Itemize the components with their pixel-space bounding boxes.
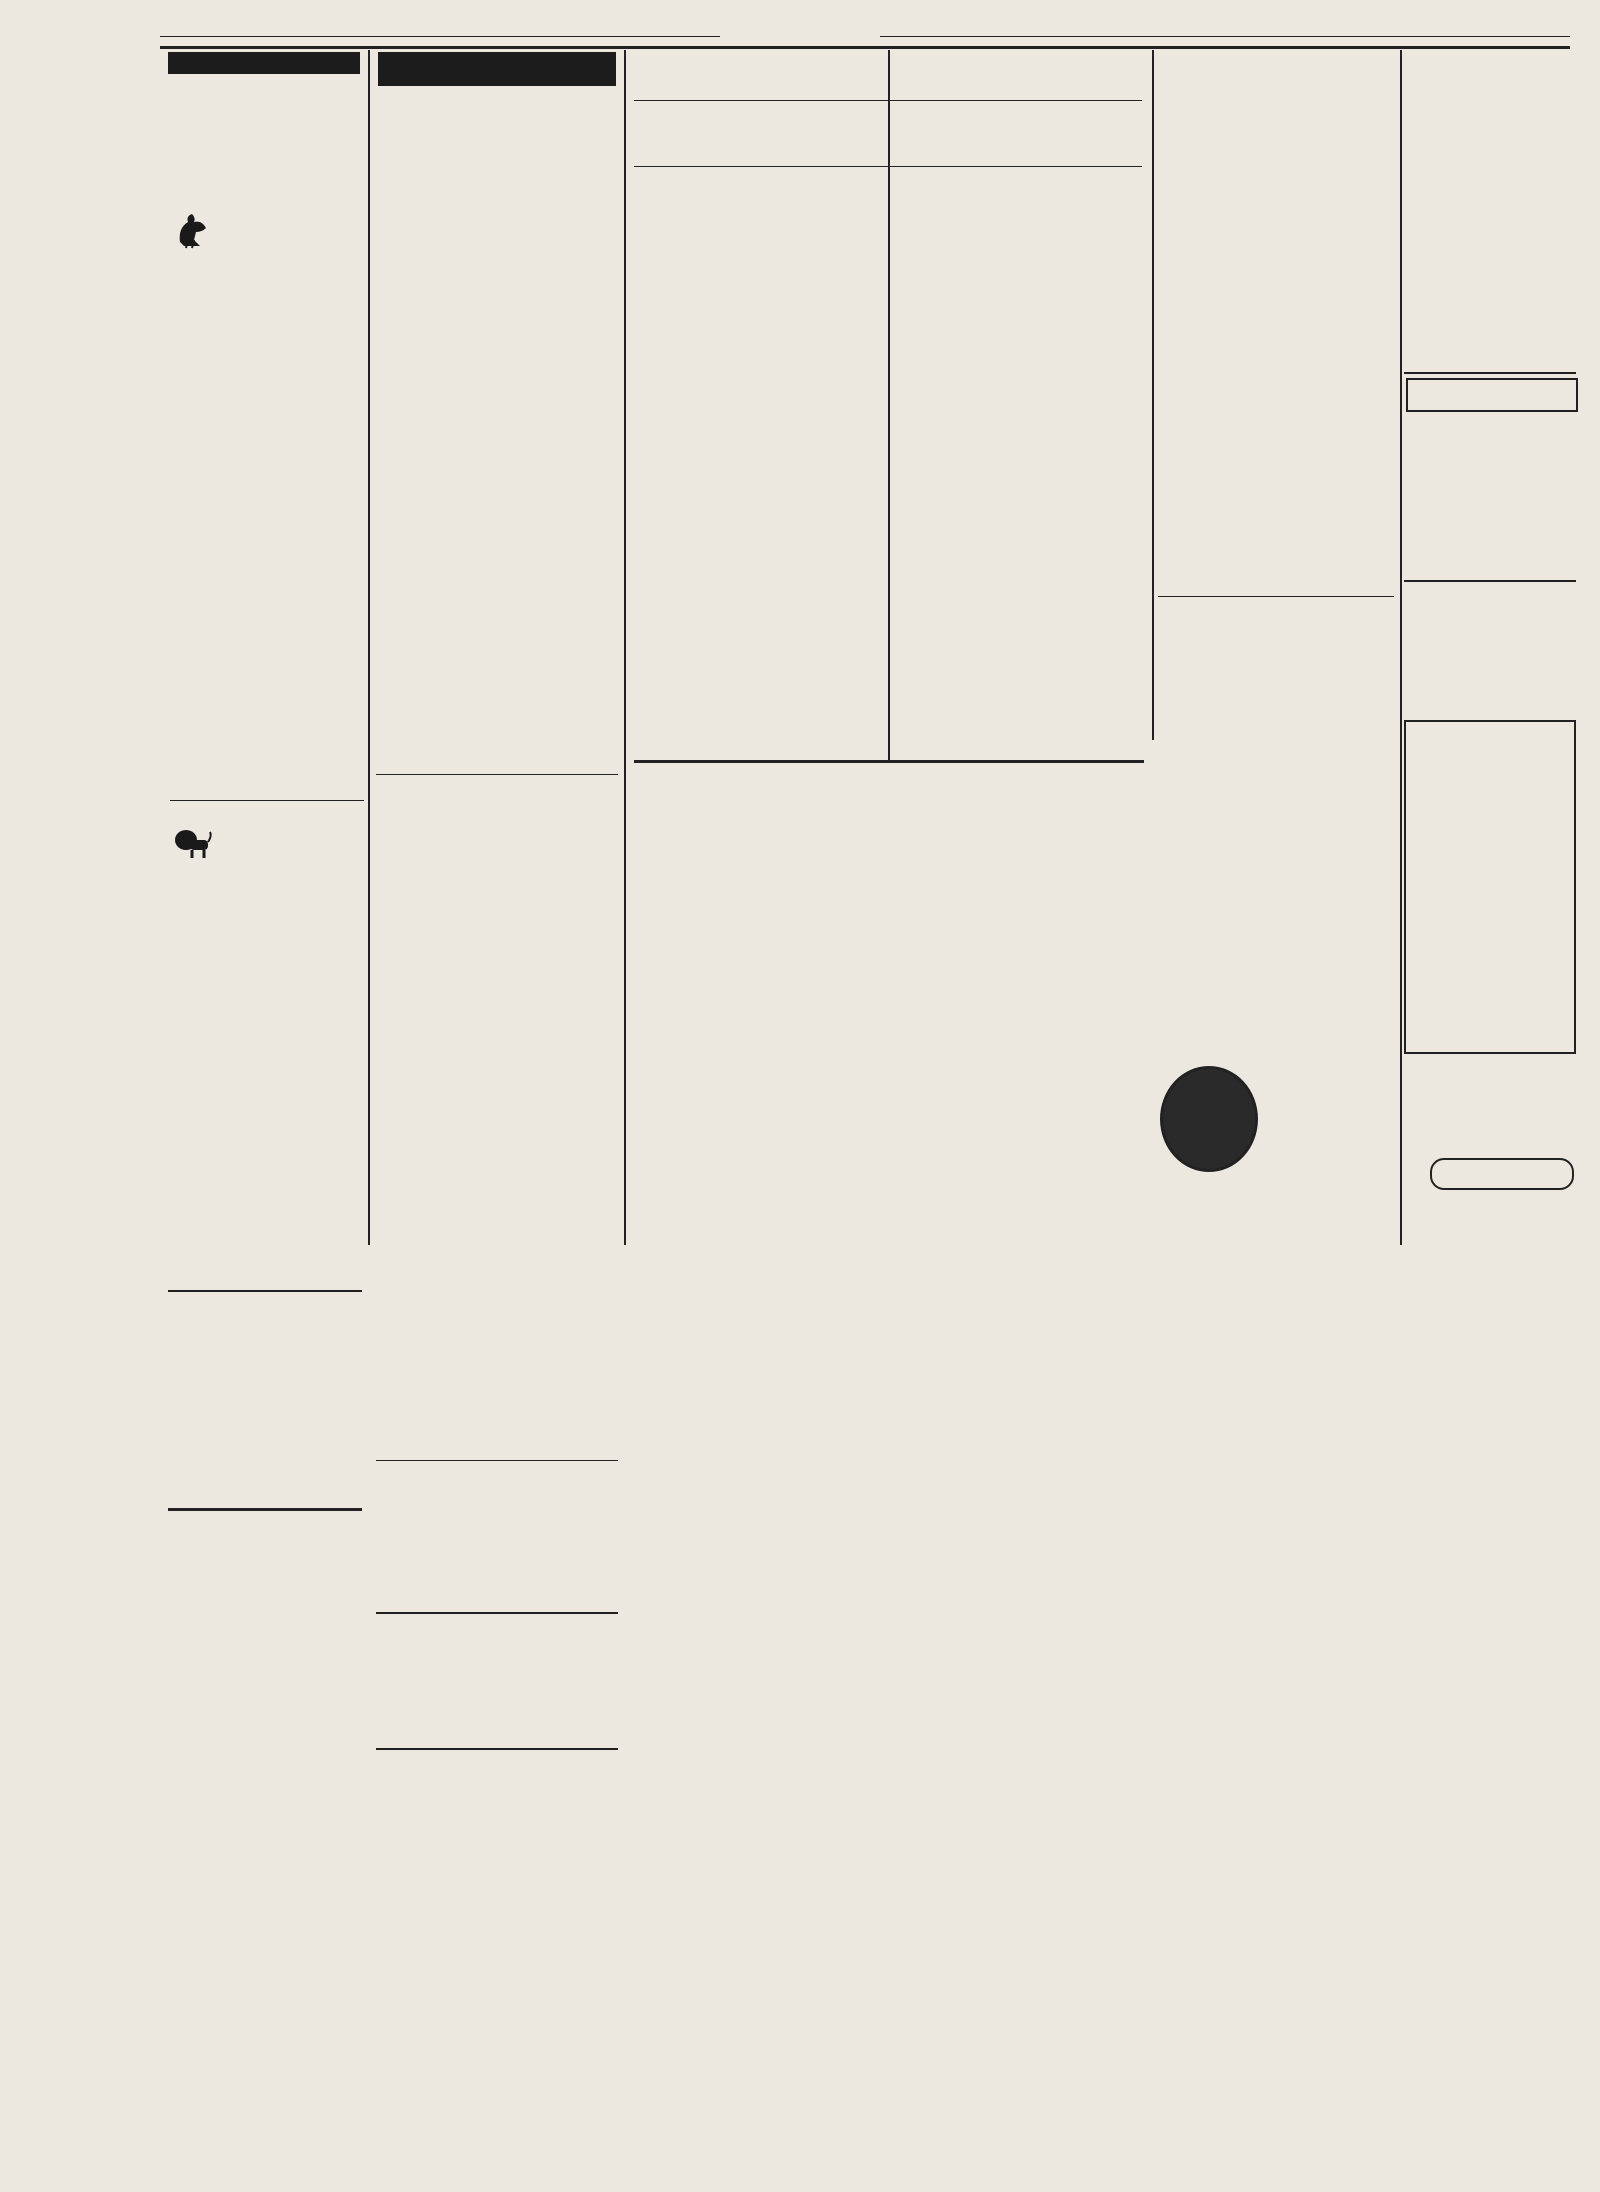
pharmacy-address <box>1406 1028 1574 1046</box>
ad-label <box>1408 52 1574 68</box>
syphilis-ad-doctor <box>1406 258 1574 282</box>
pharmacy-ad-product <box>1406 746 1574 786</box>
summary-signature <box>1160 542 1392 574</box>
summary-text <box>1160 614 1392 652</box>
serial-rule <box>634 166 1142 167</box>
school-ad-top <box>634 766 1144 790</box>
news-title <box>170 82 360 148</box>
column-divider <box>624 50 626 1245</box>
pharmacy-ad-product-type <box>1406 786 1574 804</box>
doctor-ad-text <box>172 1368 360 1496</box>
story-heading <box>214 212 360 246</box>
story-separator <box>170 800 364 801</box>
summary-signature <box>380 1392 616 1424</box>
wanted-ad-text <box>172 1576 362 1791</box>
pharmacy-ad-rate <box>1406 894 1574 912</box>
ad-separator <box>1404 372 1576 374</box>
summary-text <box>380 808 616 1388</box>
notice-signature <box>380 1590 616 1608</box>
story-text <box>172 826 362 1276</box>
school-ad-address <box>634 902 1144 920</box>
singer-logo <box>1256 1062 1576 1158</box>
section-separator <box>376 1748 618 1750</box>
summary-text-continued <box>1160 654 1392 744</box>
mikra-items <box>380 150 616 770</box>
singer-medallion <box>1160 1066 1258 1172</box>
cure-ad-title <box>1406 378 1578 412</box>
serial-title <box>634 104 1142 164</box>
section-separator <box>1158 596 1394 597</box>
pharmacy-name <box>1406 990 1574 1006</box>
mikra-title <box>378 52 616 86</box>
doctor-ad <box>168 1290 362 1502</box>
school-ad-name <box>634 822 1144 878</box>
pharmacy-ad-success <box>1406 726 1574 746</box>
singer-ad-box <box>1160 1062 1574 1242</box>
ad-separator <box>168 1508 362 1511</box>
masthead-rule-thin-right <box>880 36 1570 37</box>
section-separator <box>376 774 618 775</box>
school-ad-rule <box>634 760 1144 763</box>
mikra-title-second <box>378 90 616 138</box>
serial-continuation <box>640 170 884 188</box>
school-ad-director <box>634 880 1144 900</box>
doctor-ad-title <box>168 1298 362 1324</box>
capital-ad-text <box>380 1754 616 1884</box>
syphilis-ad-text <box>1408 100 1574 255</box>
school-ad-type <box>634 790 1144 820</box>
serial-text-right <box>896 170 1148 755</box>
column-divider <box>1152 50 1154 740</box>
pharmacy-owner <box>1406 1006 1574 1028</box>
wanted-ad-title <box>168 1514 362 1540</box>
doctor-name <box>168 1344 362 1364</box>
rent-ad-text <box>1408 586 1574 710</box>
syphilis-ad-text-2 <box>1408 284 1574 366</box>
section-separator <box>376 1612 618 1614</box>
section-separator <box>376 1460 618 1461</box>
cure-ad-text <box>1408 414 1574 574</box>
summary-text <box>1160 66 1392 541</box>
rooster-icon <box>172 210 214 250</box>
doctor-ad-subtitle <box>168 1326 362 1342</box>
summary-label <box>1160 598 1392 614</box>
serial-text-left <box>640 190 884 755</box>
story-heading <box>170 804 364 822</box>
column-divider <box>368 50 370 1245</box>
syphilis-ad-title <box>1406 68 1574 98</box>
story-text <box>172 250 362 795</box>
singer-logo-sub <box>1430 1158 1574 1190</box>
pharmacy-ad <box>1404 720 1576 1054</box>
wanted-ad-subtitle <box>168 1546 362 1568</box>
singer-title <box>1160 1190 1574 1216</box>
serial-author-note <box>634 82 1142 98</box>
serial-rule <box>634 100 1142 101</box>
pharmacy-ad-text-2 <box>1412 914 1568 988</box>
news-subtitle <box>168 168 364 212</box>
serial-author <box>634 50 1142 80</box>
masthead-rule-thin <box>160 36 720 37</box>
summary-signature-lawyer <box>1160 578 1392 594</box>
summary-signature-secretary <box>440 1426 616 1458</box>
rent-ad-text <box>380 1618 616 1744</box>
summary-label <box>376 780 618 802</box>
pharmacy-ad-text <box>1412 806 1568 892</box>
summary-label <box>1160 50 1392 66</box>
notice-text <box>380 1466 616 1588</box>
ad-separator <box>1404 580 1576 582</box>
section-label <box>168 52 360 74</box>
school-ad-text <box>638 922 1142 1240</box>
masthead-rule <box>160 46 1570 49</box>
